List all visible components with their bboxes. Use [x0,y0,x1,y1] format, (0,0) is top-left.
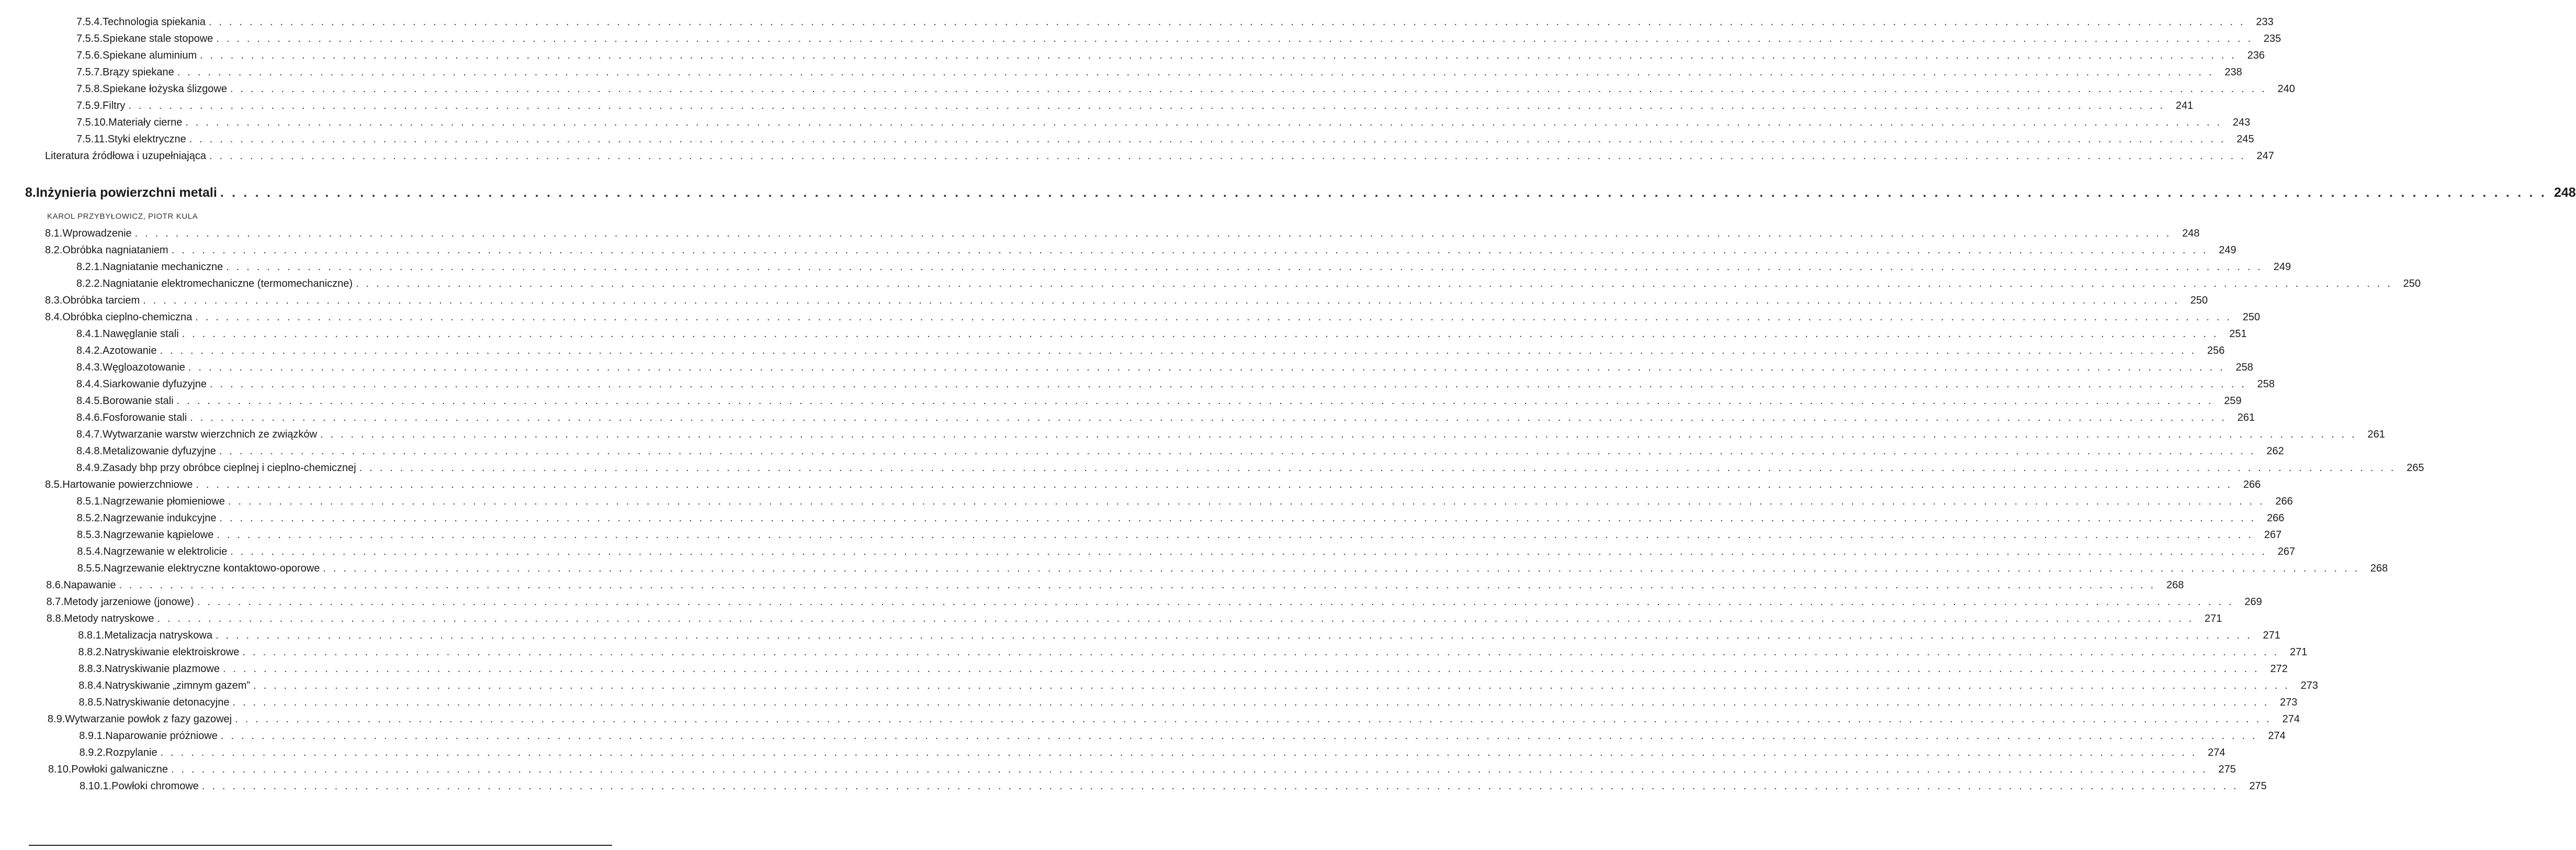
page-number: 271 [2289,646,2308,658]
toc-entry [80,778,2267,795]
toc-entry [78,627,2280,644]
toc-entry [47,711,2300,728]
toc-entry [46,594,2262,610]
entry-number: 8.10.1. [80,780,112,792]
toc-entry [76,275,2421,292]
toc-entry [46,577,2184,594]
dot-leader: . . . . . . . . . . . . . . . . . . . . . . . . . . . . . . . . . . . . . . . . . . . . . . . . . . . . . . . . . . . . . . . . . . . . . . . . . . . . . . . . . . . . . . . . . . . . . . . . . . . . . . . . . . . . . . . . . . . . . . . . . . . . . . . . . . . . . . . . . . . . . . . . . . . . . . . . . . . . . . . . . . . . . . . . . . . . . . . . . . . . . . . . . . . . . . . . . . . . . . . . [160,747,2197,758]
entry-number: 8.4.4. [76,378,103,390]
entry-number: 8.8.4. [78,680,105,691]
entry-title: Filtry [103,100,126,111]
dot-leader: . . . . . . . . . . . . . . . . . . . . . . . . . . . . . . . . . . . . . . . . . . . . . . . . . . . . . . . . . . . . . . . . . . . . . . . . . . . . . . . . . . . . . . . . . . . . . . . . . . . . . . . . . . . . . . . . . . . . . . . . . . . . . . . . . . . . . . . . . . . . . . . . . . . . . . . . . . . . . . . . . . . . . . . . . . . . . . . . . . . . . . . . . . . . . . . . . . . . . . . . [196,479,2233,490]
entry-title: Siarkowanie dyfuzyjne [103,378,207,390]
page-number: 248 [2182,228,2200,239]
page-number: 274 [2208,747,2225,758]
entry-title: Napawanie [63,579,116,591]
entry-title: Nagrzewanie płomieniowe [103,496,225,507]
entry-number: 8.2.1. [76,261,103,273]
toc-entry [76,114,2251,131]
toc-entry [76,14,2274,30]
entry-number: 8.4. [45,311,63,323]
entry-number: 8.5.4. [77,546,104,557]
dot-leader: . . . . . . . . . . . . . . . . . . . . . . . . . . . . . . . . . . . . . . . . . . . . . . . . . . . . . . . . . . . . . . . . . . . . . . . . . . . . . . . . . . . . . . . . . . . . . . . . . . . . . . . . . . . . . . . . . . . . . . . . . . . . . . . . . . . . . . . . . . . . . . . . . . . . . . . . . . . . . . . . . . . . . . . . . . . . . . . . . . . . . . . . . . . . . . . . . . . . . . . . [157,613,2194,624]
page-number: 265 [2406,462,2424,474]
toc-entry [76,393,2242,409]
entry-title: Obróbka tarciem [62,295,140,306]
toc-entry [45,225,2200,242]
toc-entry [46,610,2222,627]
dot-leader: . . . . . . . . . . . . . . . . . . . . . . . . . . . . . . . . . . . . . . . . . . . . . . . . . . . . . . . . . . . . . . . . . . . . . . . . . . . . . . . . . . . . . . . . . . . . . . . . . . . . . . . . . . . . . . . . . . . . . . . . . . . . . . . . . . . . . . . . . . . . . . . . . . . . . . . . . . . . . . . . . . . . . . . . . . . . . . . . . . . . . . . . . . . . . . . . . . . . . . . . [190,412,2227,423]
entry-title: Fosforowanie stali [103,412,187,423]
dot-leader: . . . . . . . . . . . . . . . . . . . . . . . . . . . . . . . . . . . . . . . . . . . . . . . . . . . . . . . . . . . . . . . . . . . . . . . . . . . . . . . . . . . . . . . . . . . . . . . . . . . . . . . . . . . . . . . . . . . . . . . . . . . . . . . . . . . . . . . . . . . . . . . . . . . . . . . . . . . . . . . . . . . . . . . . . . . . . . . . . . . . . . . . . . . . . . . . . . . . . . . . [189,133,2226,145]
dot-leader: . . . . . . . . . . . . . . . . . . . . . . . . . . . . . . . . . . . . . . . . . . . . . . . . . . . . . . . . . . . . . . . . . . . . . . . . . . . . . . . . . . . . . . . . . . . . . . . . . . . . . . . . . . . . . . . . . . . . . . . . . . . . . . . . . . . . . . . . . . . . . . . . . . . . . . . . . . . . . . . . . . . . . . . . . . . . . . . . . . . . . . . . . . . . . . . . . . . . . . . . [210,378,2246,390]
entry-number: 8.4.7. [76,429,103,440]
dot-leader: . . . . . . . . . . . . . . . . . . . . . . . . . . . . . . . . . . . . . . . . . . . . . . . . . . . . . . . . . . . . . . . . . . . . . . . . . . . . . . . . . . . . . . . . . . . . . . . . . . . . . . . . . . . . . . . . . . . . . . . . . . . . . . . . . . . . . . . . . . . . . . . . . . . . . . . . . . . . . . . . . . . . . . . . . . . . . . . . . . . . . . . . . . . . . . . . . . . . . . . . [219,445,2256,457]
entry-title: Zasady bhp przy obróbce cieplnej i cieplno-chemicznej [103,462,356,474]
entry-number: 8.2. [45,244,63,256]
page-number: 249 [2273,261,2291,273]
page-number: 267 [2277,546,2296,557]
page-number: 259 [2224,395,2242,407]
dot-leader: . . . . . . . . . . . . . . . . . . . . . . . . . . . . . . . . . . . . . . . . . . . . . . . . . . . . . . . . . . . . . . . . . . . . . . . . . . . . . . . . . . . . . . . . . . . . . . . . . . . . . . . . . . . . . . . . . . . . . . . . . . . . . . . . . . . . . . . . . . . . . . . . . . . . . . . . . . . . . . . . . . . . . . . . . . . . . . . . . . . . . . . . . . . . . . . . . . . . . . . . [230,83,2267,95]
page-number: 271 [2263,630,2280,641]
page-number: 258 [2257,378,2275,390]
toc-entry [78,677,2318,694]
entry-title: Spiekane stale stopowe [103,33,213,44]
entry-number: 8.4.6. [76,412,103,423]
entry-title: Inżynieria powierzchni metali [36,185,217,200]
toc-entry [78,694,2298,711]
toc-entry [78,644,2308,661]
entry-title: Metody jarzeniowe (jonowe) [63,596,194,608]
entry-number: 8.3. [45,295,63,306]
entry-number: 8.4.8. [76,445,103,457]
entry-title: Literatura źródłowa i uzupełniająca [45,150,206,162]
entry-title: Natryskiwanie detonacyjne [105,697,230,708]
entry-title: Metody natryskowe [64,613,154,624]
entry-title: Nawęglanie stali [103,328,179,340]
toc-entry [77,560,2388,577]
entry-title: Powłoki galwaniczne [71,764,168,775]
toc-entry [77,543,2296,560]
entry-title: Natryskiwanie plazmowe [104,663,220,675]
entry-title: Hartowanie powierzchniowe [62,479,193,490]
page-number: 261 [2367,429,2385,440]
entry-number: 7.5.7. [76,66,103,78]
dot-leader: . . . . . . . . . . . . . . . . . . . . . . . . . . . . . . . . . . . . . . . . . . . . . . . . . . . . . . . . . . . . . . . . . . . . . . . . . . . . . . . . . . . . . . . . . . . . . . . . . . . . . . . . . . . . . . . . . . . . . . . . . . . . . . . . . . . . . . . . . . . . . . . . . . . . . . . . . . . . . . . . . . . . . . . . . . . . . . . . . . . . . . . . . . . . . . . . . . . . . . . . [356,278,2392,289]
dot-leader: . . . . . . . . . . . . . . . . . . . . . . . . . . . . . . . . . . . . . . . . . . . . . . . . . . . . . . . . . . . . . . . . . . . . . . . . . . . . . . . . . . . . . . . . . . . . . . . . . . . . . . . . . . . . . . . . . . . . . . . . . . . . . . . . . . . . . . . . . . . . . . . . . . . . . . . . . . . . . . . . . . . . . . . . . . . . . . . . . . . . . . . . . . . . . . . . . . . . . . . . [128,100,2165,111]
entry-title: Technologia spiekania [103,16,206,28]
page-number: 273 [2300,680,2318,691]
dot-leader: . . . . . . . . . . . . . . . . . . . . . . . . . . . . . . . . . . . . . . . . . . . . . . . . . . . . . . . . . . . . . . . . . . . . . . . . . . . . . . . . . . . . . . . . . . . . . . . . . . . . . . . . . . . . . . . . . . . . . . . . . . . . . . . . . . . . . . . . . . . . . . . . . . . . . . . . . . . . . . . . . . . . . . . . . . . . . . . . . . . . . . . . . . . . . . . . . . . . . . . . [242,646,2279,658]
page-number: 268 [2166,579,2184,591]
dot-leader: . . . . . . . . . . . . . . . . . . . . . . . . . . . . . . . . . . . . . . . . . . . . . . . . . . . . . . . . . . . . . . . . . . . . . . . . . . . . . . . . . . . . . . . . . . . . . . . . . . . . . . . . . . . . . . . . . . . . . . . . . . . . . . . . . . . . . . . . . . . . . . . . . . . . . . . . . . . . . . . . . . . . . . . . . . . . . . . . . . . . . . . . . . . . . . . . . . . . . . . . [188,362,2225,373]
page-number: 233 [2256,16,2274,28]
dot-leader: . . . . . . . . . . . . . . . . . . . . . . . . . . . . . . . . . . . . . . . . . . . . . . . . . . . . . . . . . . . . . . . . . . . . . . . . . . . . . . . . . . . . . . . . . . . . . . . . . . . . . . . . . . . . . . . . . . . . . . . . . . . . . . . . . . . . . . . . . . . . . . . . . . . . . . . . . . . . . . . . . . . . . . . . . . . . . . . . . . . . . . . . . . . . . . . . . . . . . . . . [232,697,2269,708]
page-number: 256 [2207,345,2225,356]
page-number: 245 [2236,133,2254,145]
toc-entry [76,326,2247,342]
entry-number: 8.5.2. [76,512,103,524]
toc-entry [45,309,2261,326]
toc-entry [76,81,2295,97]
toc-entry [76,97,2194,114]
toc-entry [76,342,2225,359]
entry-title: Nagrzewanie elektryczne kontaktowo-oporowe [103,563,320,574]
entry-number: 7.5.6. [76,50,103,61]
page-number: 261 [2237,412,2255,423]
entry-number: 8.5.5. [77,563,104,574]
chapter-heading [25,182,2576,203]
page-number: 235 [2263,33,2281,44]
page-number: 258 [2235,362,2253,373]
page-number: 236 [2247,50,2265,61]
page-number: 250 [2403,278,2421,289]
toc-entry [45,476,2261,493]
toc-entry [76,30,2281,47]
entry-number: 8.4.2. [76,345,103,356]
entry-number: 8.9. [47,713,65,725]
toc-entry [45,148,2274,164]
dot-leader: . . . . . . . . . . . . . . . . . . . . . . . . . . . . . . . . . . . . . . . . . . . . . . . . . . . . . . . . . . . . . . . . . . . . . . . . . . . . . . . . . . . . . . . . . . . . . . . . . . . . . . . . . . . . . . . . . . . . . . . . . . . . . . . . . . . . . . . . . . . . . . . . . . . . . . . . . . . . . . . . . . . . . . . . . . . . . . . . . . . . . . . . . . . . . . . . . . . . . . . . [185,117,2222,128]
entry-number: 8.4.5. [76,395,103,407]
entry-title: Nagrzewanie indukcyjne [103,512,217,524]
entry-number: 7.5.8. [76,83,103,95]
page-number: 240 [2277,83,2295,95]
dot-leader: . . . . . . . . . . . . . . . . . . . . . . . . . . . . . . . . . . . . . . . . . . . . . . . . . . . . . . . . . . . . . . . . . . . . . . . . . . . . . . . . . . . . . . . . . . . . . . . . . . . . . . . . . . . . . . . . . . . . . . . . . . . . . . . . . . . . . . . . . . . . . . . . . . . . . . . . . . . . . . . . . . . . . . . . . . . . . . . . . . . . . . . . . . . . . . . . . . . . . . . . [220,185,2547,200]
entry-title: Spiekane łożyska ślizgowe [103,83,227,95]
dot-leader: . . . . . . . . . . . . . . . . . . . . . . . . . . . . . . . . . . . . . . . . . . . . . . . . . . . . . . . . . . . . . . . . . . . . . . . . . . . . . . . . . . . . . . . . . . . . . . . . . . . . . . . . . . . . . . . . . . . . . . . . . . . . . . . . . . . . . . . . . . . . . . . . . . . . . . . . . . . . . . . . . . . . . . . . . . . . . . . . . . . . . . . . . . . . . . . . . . . . . . . . [119,579,2156,591]
entry-title: Spiekane aluminium [103,50,197,61]
entry-number: 8.8. [46,613,64,624]
entry-title: Naparowanie próżniowe [105,730,218,742]
toc-entry [76,493,2293,510]
entry-number: 8.7. [46,596,64,608]
toc-entry [76,510,2285,527]
entry-title: Natryskiwanie „zimnym gazem” [105,680,251,691]
dot-leader: . . . . . . . . . . . . . . . . . . . . . . . . . . . . . . . . . . . . . . . . . . . . . . . . . . . . . . . . . . . . . . . . . . . . . . . . . . . . . . . . . . . . . . . . . . . . . . . . . . . . . . . . . . . . . . . . . . . . . . . . . . . . . . . . . . . . . . . . . . . . . . . . . . . . . . . . . . . . . . . . . . . . . . . . . . . . . . . . . . . . . . . . . . . . . . . . . . . . . . . . [320,429,2357,440]
dot-leader: . . . . . . . . . . . . . . . . . . . . . . . . . . . . . . . . . . . . . . . . . . . . . . . . . . . . . . . . . . . . . . . . . . . . . . . . . . . . . . . . . . . . . . . . . . . . . . . . . . . . . . . . . . . . . . . . . . . . . . . . . . . . . . . . . . . . . . . . . . . . . . . . . . . . . . . . . . . . . . . . . . . . . . . . . . . . . . . . . . . . . . . . . . . . . . . . . . . . . . . . [201,780,2239,792]
toc-entry [79,728,2286,744]
dot-leader: . . . . . . . . . . . . . . . . . . . . . . . . . . . . . . . . . . . . . . . . . . . . . . . . . . . . . . . . . . . . . . . . . . . . . . . . . . . . . . . . . . . . . . . . . . . . . . . . . . . . . . . . . . . . . . . . . . . . . . . . . . . . . . . . . . . . . . . . . . . . . . . . . . . . . . . . . . . . . . . . . . . . . . . . . . . . . . . . . . . . . . . . . . . . . . . . . . . . . . . . [359,462,2396,474]
entry-title: Nagniatanie elektromechaniczne (termomechaniczne) [103,278,353,289]
entry-title: Materiały cierne [108,117,183,128]
entry-number: 8.4.1. [76,328,103,340]
entry-number: 8.4.9. [76,462,103,474]
toc-entry [48,761,2236,778]
dot-leader: . . . . . . . . . . . . . . . . . . . . . . . . . . . . . . . . . . . . . . . . . . . . . . . . . . . . . . . . . . . . . . . . . . . . . . . . . . . . . . . . . . . . . . . . . . . . . . . . . . . . . . . . . . . . . . . . . . . . . . . . . . . . . . . . . . . . . . . . . . . . . . . . . . . . . . . . . . . . . . . . . . . . . . . . . . . . . . . . . . . . . . . . . . . . . . . . . . . . . . . . [195,311,2232,323]
entry-title: Rozpylanie [105,747,157,758]
entry-title: Nagrzewanie w elektrolicie [103,546,228,557]
dot-leader: . . . . . . . . . . . . . . . . . . . . . . . . . . . . . . . . . . . . . . . . . . . . . . . . . . . . . . . . . . . . . . . . . . . . . . . . . . . . . . . . . . . . . . . . . . . . . . . . . . . . . . . . . . . . . . . . . . . . . . . . . . . . . . . . . . . . . . . . . . . . . . . . . . . . . . . . . . . . . . . . . . . . . . . . . . . . . . . . . . . . . . . . . . . . . . . . . . . . . . . . [219,512,2256,524]
entry-number: 8.6. [46,579,64,591]
dot-leader: . . . . . . . . . . . . . . . . . . . . . . . . . . . . . . . . . . . . . . . . . . . . . . . . . . . . . . . . . . . . . . . . . . . . . . . . . . . . . . . . . . . . . . . . . . . . . . . . . . . . . . . . . . . . . . . . . . . . . . . . . . . . . . . . . . . . . . . . . . . . . . . . . . . . . . . . . . . . . . . . . . . . . . . . . . . . . . . . . . . . . . . . . . . . . . . . . . . . . . . . [143,295,2180,306]
entry-title: Obróbka nagniataniem [62,244,168,256]
entry-title: Węgloazotowanie [103,362,185,373]
dot-leader: . . . . . . . . . . . . . . . . . . . . . . . . . . . . . . . . . . . . . . . . . . . . . . . . . . . . . . . . . . . . . . . . . . . . . . . . . . . . . . . . . . . . . . . . . . . . . . . . . . . . . . . . . . . . . . . . . . . . . . . . . . . . . . . . . . . . . . . . . . . . . . . . . . . . . . . . . . . . . . . . . . . . . . . . . . . . . . . . . . . . . . . . . . . . . . . . . . . . . . . . [171,244,2208,256]
entry-number: 8.1. [45,228,63,239]
dot-leader: . . . . . . . . . . . . . . . . . . . . . . . . . . . . . . . . . . . . . . . . . . . . . . . . . . . . . . . . . . . . . . . . . . . . . . . . . . . . . . . . . . . . . . . . . . . . . . . . . . . . . . . . . . . . . . . . . . . . . . . . . . . . . . . . . . . . . . . . . . . . . . . . . . . . . . . . . . . . . . . . . . . . . . . . . . . . . . . . . . . . . . . . . . . . . . . . . . . . . . . . [215,630,2252,641]
toc-entry [76,443,2284,460]
dot-leader: . . . . . . . . . . . . . . . . . . . . . . . . . . . . . . . . . . . . . . . . . . . . . . . . . . . . . . . . . . . . . . . . . . . . . . . . . . . . . . . . . . . . . . . . . . . . . . . . . . . . . . . . . . . . . . . . . . . . . . . . . . . . . . . . . . . . . . . . . . . . . . . . . . . . . . . . . . . . . . . . . . . . . . . . . . . . . . . . . . . . . . . . . . . . . . . . . . . . . . . . [209,150,2246,162]
dot-leader: . . . . . . . . . . . . . . . . . . . . . . . . . . . . . . . . . . . . . . . . . . . . . . . . . . . . . . . . . . . . . . . . . . . . . . . . . . . . . . . . . . . . . . . . . . . . . . . . . . . . . . . . . . . . . . . . . . . . . . . . . . . . . . . . . . . . . . . . . . . . . . . . . . . . . . . . . . . . . . . . . . . . . . . . . . . . . . . . . . . . . . . . . . . . . . . . . . . . . . . . [253,680,2290,691]
entry-title: Obróbka cieplno-chemiczna [62,311,193,323]
entry-number: 8.2.2. [76,278,103,289]
page-number: 271 [2204,613,2222,624]
page-number: 243 [2232,117,2251,128]
page-number: 241 [2175,100,2194,111]
dot-leader: . . . . . . . . . . . . . . . . . . . . . . . . . . . . . . . . . . . . . . . . . . . . . . . . . . . . . . . . . . . . . . . . . . . . . . . . . . . . . . . . . . . . . . . . . . . . . . . . . . . . . . . . . . . . . . . . . . . . . . . . . . . . . . . . . . . . . . . . . . . . . . . . . . . . . . . . . . . . . . . . . . . . . . . . . . . . . . . . . . . . . . . . . . . . . . . . . . . . . . . . [182,328,2219,340]
toc-entry [76,426,2385,443]
toc-entry [77,527,2282,543]
page-number: 250 [2242,311,2261,323]
page-number: 273 [2280,697,2298,708]
dot-leader: . . . . . . . . . . . . . . . . . . . . . . . . . . . . . . . . . . . . . . . . . . . . . . . . . . . . . . . . . . . . . . . . . . . . . . . . . . . . . . . . . . . . . . . . . . . . . . . . . . . . . . . . . . . . . . . . . . . . . . . . . . . . . . . . . . . . . . . . . . . . . . . . . . . . . . . . . . . . . . . . . . . . . . . . . . . . . . . . . . . . . . . . . . . . . . . . . . . . . . . . [208,16,2245,28]
entry-number: 7.5.10. [76,117,109,128]
dot-leader: . . . . . . . . . . . . . . . . . . . . . . . . . . . . . . . . . . . . . . . . . . . . . . . . . . . . . . . . . . . . . . . . . . . . . . . . . . . . . . . . . . . . . . . . . . . . . . . . . . . . . . . . . . . . . . . . . . . . . . . . . . . . . . . . . . . . . . . . . . . . . . . . . . . . . . . . . . . . . . . . . . . . . . . . . . . . . . . . . . . . . . . . . . . . . . . . . . . . . . . . [222,663,2259,675]
entry-title: Powłoki chromowe [111,780,199,792]
page-number: 266 [2275,496,2293,507]
dot-leader: . . . . . . . . . . . . . . . . . . . . . . . . . . . . . . . . . . . . . . . . . . . . . . . . . . . . . . . . . . . . . . . . . . . . . . . . . . . . . . . . . . . . . . . . . . . . . . . . . . . . . . . . . . . . . . . . . . . . . . . . . . . . . . . . . . . . . . . . . . . . . . . . . . . . . . . . . . . . . . . . . . . . . . . . . . . . . . . . . . . . . . . . . . . . . . . . . . . . . . . . [216,33,2253,44]
bottom-rule [29,845,612,846]
page-number: 250 [2190,295,2208,306]
page-number: 274 [2282,713,2300,725]
dot-leader: . . . . . . . . . . . . . . . . . . . . . . . . . . . . . . . . . . . . . . . . . . . . . . . . . . . . . . . . . . . . . . . . . . . . . . . . . . . . . . . . . . . . . . . . . . . . . . . . . . . . . . . . . . . . . . . . . . . . . . . . . . . . . . . . . . . . . . . . . . . . . . . . . . . . . . . . . . . . . . . . . . . . . . . . . . . . . . . . . . . . . . . . . . . . . . . . . . . . . . . . [160,345,2197,356]
dot-leader: . . . . . . . . . . . . . . . . . . . . . . . . . . . . . . . . . . . . . . . . . . . . . . . . . . . . . . . . . . . . . . . . . . . . . . . . . . . . . . . . . . . . . . . . . . . . . . . . . . . . . . . . . . . . . . . . . . . . . . . . . . . . . . . . . . . . . . . . . . . . . . . . . . . . . . . . . . . . . . . . . . . . . . . . . . . . . . . . . . . . . . . . . . . . . . . . . . . . . . . . [171,764,2208,775]
toc-entry [78,661,2288,677]
dot-leader: . . . . . . . . . . . . . . . . . . . . . . . . . . . . . . . . . . . . . . . . . . . . . . . . . . . . . . . . . . . . . . . . . . . . . . . . . . . . . . . . . . . . . . . . . . . . . . . . . . . . . . . . . . . . . . . . . . . . . . . . . . . . . . . . . . . . . . . . . . . . . . . . . . . . . . . . . . . . . . . . . . . . . . . . . . . . . . . . . . . . . . . . . . . . . . . . . . . . . . . . [217,529,2254,541]
page-number: 266 [2267,512,2285,524]
entry-number: 7.5.9. [76,100,103,111]
page-number: 248 [2554,185,2576,200]
entry-number: 8.8.5. [78,697,105,708]
page-number: 275 [2249,780,2267,792]
entry-title: Styki elektryczne [107,133,186,145]
entry-title: Wytwarzanie warstw wierzchnich ze związków [103,429,317,440]
entry-number: 8.4.3. [76,362,103,373]
entry-title: Nagniatanie mechaniczne [103,261,223,273]
entry-number: 8.5.3. [77,529,104,541]
entry-number: 8.9.1. [79,730,106,742]
page-number: 267 [2264,529,2282,541]
toc-entry [76,47,2265,64]
chapter-authors: KAROL PRZYBYŁOWICZ, PIOTR KULA [47,212,198,221]
entry-number: 8. [25,185,36,200]
entry-title: Brązy spiekane [103,66,174,78]
entry-number: 8.10. [48,764,72,775]
entry-number: 8.8.1. [78,630,105,641]
dot-leader: . . . . . . . . . . . . . . . . . . . . . . . . . . . . . . . . . . . . . . . . . . . . . . . . . . . . . . . . . . . . . . . . . . . . . . . . . . . . . . . . . . . . . . . . . . . . . . . . . . . . . . . . . . . . . . . . . . . . . . . . . . . . . . . . . . . . . . . . . . . . . . . . . . . . . . . . . . . . . . . . . . . . . . . . . . . . . . . . . . . . . . . . . . . . . . . . . . . . . . . . [220,730,2257,742]
dot-leader: . . . . . . . . . . . . . . . . . . . . . . . . . . . . . . . . . . . . . . . . . . . . . . . . . . . . . . . . . . . . . . . . . . . . . . . . . . . . . . . . . . . . . . . . . . . . . . . . . . . . . . . . . . . . . . . . . . . . . . . . . . . . . . . . . . . . . . . . . . . . . . . . . . . . . . . . . . . . . . . . . . . . . . . . . . . . . . . . . . . . . . . . . . . . . . . . . . . . . . . . [226,261,2263,273]
dot-leader: . . . . . . . . . . . . . . . . . . . . . . . . . . . . . . . . . . . . . . . . . . . . . . . . . . . . . . . . . . . . . . . . . . . . . . . . . . . . . . . . . . . . . . . . . . . . . . . . . . . . . . . . . . . . . . . . . . . . . . . . . . . . . . . . . . . . . . . . . . . . . . . . . . . . . . . . . . . . . . . . . . . . . . . . . . . . . . . . . . . . . . . . . . . . . . . . . . . . . . . . [230,546,2267,557]
entry-number: 8.5.1. [76,496,103,507]
toc-entry [76,131,2254,148]
toc-entry [79,744,2225,761]
entry-number: 8.8.3. [78,663,105,675]
entry-title: Metalizowanie dyfuzyjne [103,445,216,457]
toc-entry [76,376,2275,393]
page-number: 275 [2218,764,2236,775]
entry-title: Azotowanie [103,345,157,356]
toc-entry [76,460,2424,476]
dot-leader: . . . . . . . . . . . . . . . . . . . . . . . . . . . . . . . . . . . . . . . . . . . . . . . . . . . . . . . . . . . . . . . . . . . . . . . . . . . . . . . . . . . . . . . . . . . . . . . . . . . . . . . . . . . . . . . . . . . . . . . . . . . . . . . . . . . . . . . . . . . . . . . . . . . . . . . . . . . . . . . . . . . . . . . . . . . . . . . . . . . . . . . . . . . . . . . . . . . . . . . . [177,66,2214,78]
toc-entry [76,409,2255,426]
entry-title: Wprowadzenie [62,228,132,239]
dot-leader: . . . . . . . . . . . . . . . . . . . . . . . . . . . . . . . . . . . . . . . . . . . . . . . . . . . . . . . . . . . . . . . . . . . . . . . . . . . . . . . . . . . . . . . . . . . . . . . . . . . . . . . . . . . . . . . . . . . . . . . . . . . . . . . . . . . . . . . . . . . . . . . . . . . . . . . . . . . . . . . . . . . . . . . . . . . . . . . . . . . . . . . . . . . . . . . . . . . . . . . . [176,395,2213,407]
entry-title: Natryskiwanie elektroiskrowe [104,646,240,658]
page-number: 269 [2244,596,2262,608]
toc-entry [76,259,2291,275]
page-number: 247 [2256,150,2274,162]
entry-number: 7.5.5. [76,33,103,44]
dot-leader: . . . . . . . . . . . . . . . . . . . . . . . . . . . . . . . . . . . . . . . . . . . . . . . . . . . . . . . . . . . . . . . . . . . . . . . . . . . . . . . . . . . . . . . . . . . . . . . . . . . . . . . . . . . . . . . . . . . . . . . . . . . . . . . . . . . . . . . . . . . . . . . . . . . . . . . . . . . . . . . . . . . . . . . . . . . . . . . . . . . . . . . . . . . . . . . . . . . . . . . . [235,713,2272,725]
entry-number: 7.5.4. [76,16,103,28]
page-number: 249 [2219,244,2236,256]
entry-number: 8.5. [45,479,63,490]
entry-title: Borowanie stali [103,395,174,407]
dot-leader: . . . . . . . . . . . . . . . . . . . . . . . . . . . . . . . . . . . . . . . . . . . . . . . . . . . . . . . . . . . . . . . . . . . . . . . . . . . . . . . . . . . . . . . . . . . . . . . . . . . . . . . . . . . . . . . . . . . . . . . . . . . . . . . . . . . . . . . . . . . . . . . . . . . . . . . . . . . . . . . . . . . . . . . . . . . . . . . . . . . . . . . . . . . . . . . . . . . . . . . . [200,50,2237,61]
entry-title: Metalizacja natryskowa [104,630,212,641]
dot-leader: . . . . . . . . . . . . . . . . . . . . . . . . . . . . . . . . . . . . . . . . . . . . . . . . . . . . . . . . . . . . . . . . . . . . . . . . . . . . . . . . . . . . . . . . . . . . . . . . . . . . . . . . . . . . . . . . . . . . . . . . . . . . . . . . . . . . . . . . . . . . . . . . . . . . . . . . . . . . . . . . . . . . . . . . . . . . . . . . . . . . . . . . . . . . . . . . . . . . . . . . [228,496,2265,507]
page-number: 238 [2224,66,2242,78]
toc-entry [76,359,2253,376]
page-number: 251 [2229,328,2247,340]
entry-number: 8.8.2. [78,646,105,658]
entry-title: Nagrzewanie kąpielowe [103,529,214,541]
toc-entry [45,292,2208,309]
dot-leader: . . . . . . . . . . . . . . . . . . . . . . . . . . . . . . . . . . . . . . . . . . . . . . . . . . . . . . . . . . . . . . . . . . . . . . . . . . . . . . . . . . . . . . . . . . . . . . . . . . . . . . . . . . . . . . . . . . . . . . . . . . . . . . . . . . . . . . . . . . . . . . . . . . . . . . . . . . . . . . . . . . . . . . . . . . . . . . . . . . . . . . . . . . . . . . . . . . . . . . . . [134,228,2172,239]
entry-title: Wytwarzanie powłok z fazy gazowej [65,713,232,725]
dot-leader: . . . . . . . . . . . . . . . . . . . . . . . . . . . . . . . . . . . . . . . . . . . . . . . . . . . . . . . . . . . . . . . . . . . . . . . . . . . . . . . . . . . . . . . . . . . . . . . . . . . . . . . . . . . . . . . . . . . . . . . . . . . . . . . . . . . . . . . . . . . . . . . . . . . . . . . . . . . . . . . . . . . . . . . . . . . . . . . . . . . . . . . . . . . . . . . . . . . . . . . . [197,596,2234,608]
entry-number: 8.9.2. [79,747,106,758]
page-number: 262 [2266,445,2284,457]
page-number: 272 [2270,663,2288,675]
page-number: 268 [2370,563,2388,574]
entry-number: 7.5.11. [76,133,108,145]
page-number: 274 [2268,730,2286,742]
dot-leader: . . . . . . . . . . . . . . . . . . . . . . . . . . . . . . . . . . . . . . . . . . . . . . . . . . . . . . . . . . . . . . . . . . . . . . . . . . . . . . . . . . . . . . . . . . . . . . . . . . . . . . . . . . . . . . . . . . . . . . . . . . . . . . . . . . . . . . . . . . . . . . . . . . . . . . . . . . . . . . . . . . . . . . . . . . . . . . . . . . . . . . . . . . . . . . . . . . . . . . . . [323,563,2360,574]
toc-entry [45,242,2236,259]
page-number: 266 [2243,479,2261,490]
toc-entry [76,64,2242,81]
